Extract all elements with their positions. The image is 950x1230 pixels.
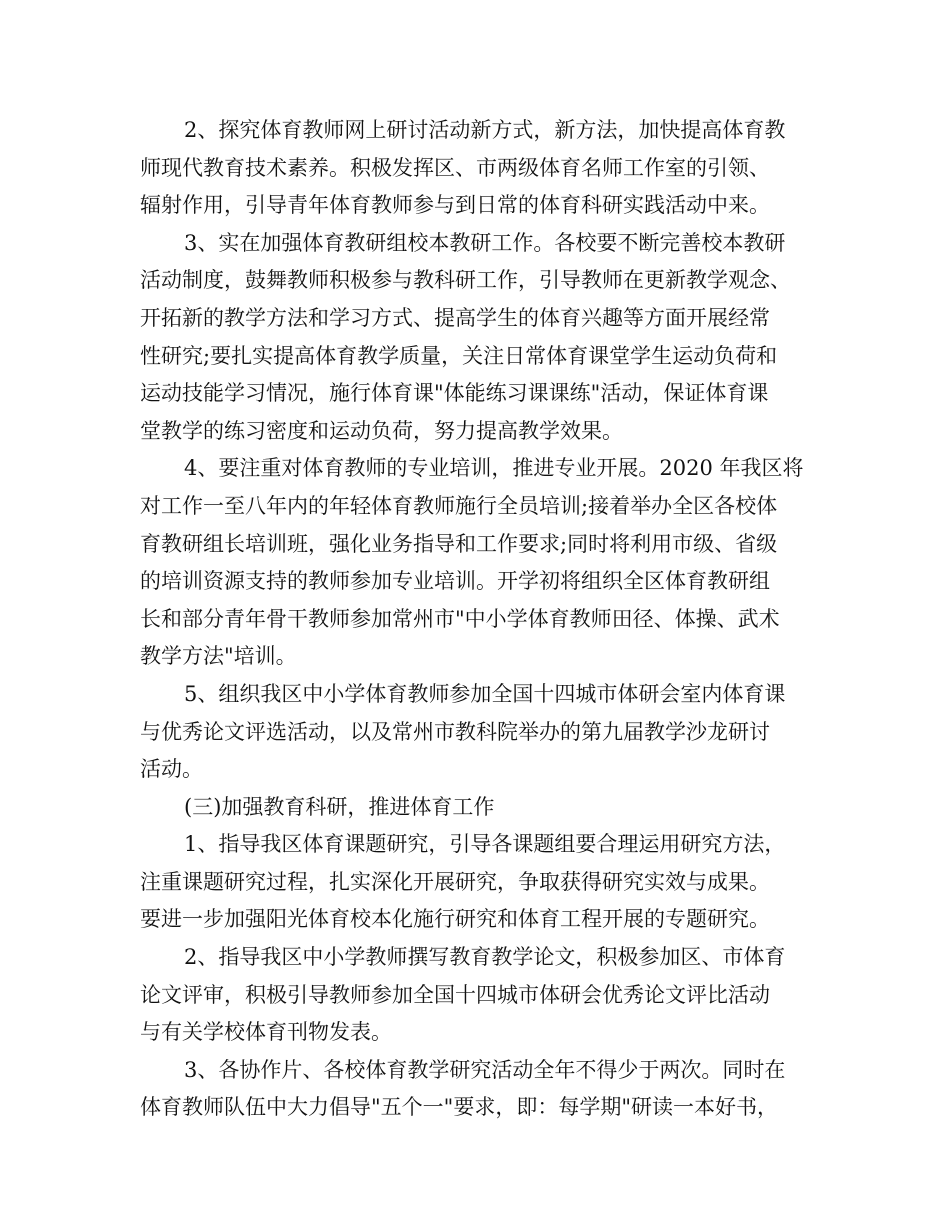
text-line: 体育教师队伍中大力倡导"五个一"要求，即：每学期"研读一本好书， (140, 1095, 778, 1120)
text-line: 性研究;要扎实提高体育教学质量，关注日常体育课堂学生运动负荷和 (140, 343, 778, 368)
text-line: 师现代教育技术素养。积极发挥区、市两级体育名师工作室的引领、 (140, 155, 770, 180)
text-line: 的培训资源支持的教师参加专业培训。开学初将组织全区体育教研组 (140, 569, 770, 594)
document-body (140, 112, 812, 1127)
text-line: 2、指导我区中小学教师撰写教育教学论文，积极参加区、市体育 (184, 945, 786, 970)
text-line: 辐射作用，引导青年体育教师参与到日常的体育科研实践活动中来。 (140, 193, 770, 218)
text-line: 教学方法"培训。 (140, 644, 297, 669)
text-line: 开拓新的教学方法和学习方式、提高学生的体育兴趣等方面开展经常 (140, 305, 770, 330)
text-line: 3、实在加强体育教研组校本教研工作。各校要不断完善校本教研 (184, 230, 786, 255)
text-line: 运动技能学习情况，施行体育课"体能练习课课练"活动，保证体育课 (140, 381, 769, 406)
text-line: 与有关学校体育刊物发表。 (140, 1020, 392, 1045)
text-line: 活动。 (140, 757, 203, 782)
text-line: 要进一步加强阳光体育校本化施行研究和体育工程开展的专题研究。 (140, 907, 770, 932)
text-line: 1、指导我区体育课题研究，引导各课题组要合理运用研究方法， (184, 832, 786, 857)
text-line: 4、要注重对体育教师的专业培训，推进专业开展。2020 年我区将 (184, 456, 804, 481)
text-line: 活动制度，鼓舞教师积极参与教科研工作，引导教师在更新教学观念、 (140, 268, 791, 293)
text-line: 2、探究体育教师网上研讨活动新方式，新方法，加快提高体育教 (184, 118, 786, 142)
text-line: 对工作一至八年内的年轻体育教师施行全员培训;接着举办全区各校体 (140, 493, 778, 518)
text-line: 注重课题研究过程，扎实深化开展研究，争取获得研究实效与成果。 (140, 869, 770, 894)
text-line: 5、组织我区中小学体育教师参加全国十四城市体研会室内体育课 (184, 681, 786, 706)
text-line: 堂教学的练习密度和运动负荷，努力提高教学效果。 (140, 418, 623, 443)
text-line: 与优秀论文评选活动，以及常州市教科院举办的第九届教学沙龙研讨 (140, 719, 770, 744)
section-heading: (三)加强教育科研，推进体育工作 (184, 794, 495, 819)
text-line: 育教研组长培训班，强化业务指导和工作要求;同时将利用市级、省级 (140, 531, 778, 556)
text-line: 长和部分青年骨干教师参加常州市"中小学体育教师田径、体操、武术 (140, 606, 780, 631)
text-line: 论文评审，积极引导教师参加全国十四城市体研会优秀论文评比活动 (140, 982, 770, 1007)
text-line: 3、各协作片、各校体育教学研究活动全年不得少于两次。同时在 (184, 1057, 786, 1082)
